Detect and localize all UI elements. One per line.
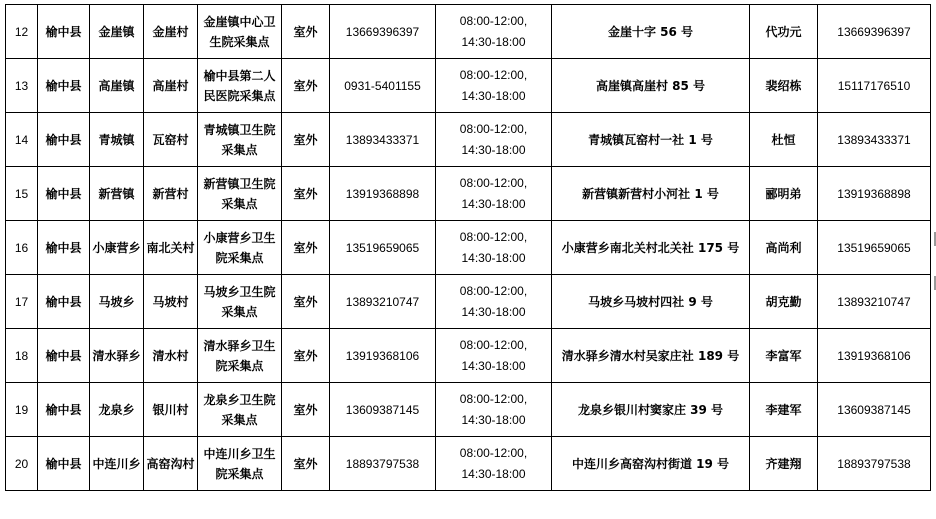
cell-contact-phone: 18893797538 [818,437,931,491]
cell-town: 小康营乡 [90,221,144,275]
cell-site-phone: 18893797538 [330,437,436,491]
cell-location-type: 室外 [282,5,330,59]
hours-morning: 08:00-12:00, [459,67,528,82]
hours-afternoon: 14:30-18:00 [461,196,526,211]
cell-number: 16 [6,221,38,275]
table-row [6,167,931,221]
cell-site-name: 小康营乡卫生院采集点 [198,221,282,275]
cell-town: 金崖镇 [90,5,144,59]
table-row [6,113,931,167]
hours-morning: 08:00-12:00, [459,175,528,190]
cell-hours [436,5,552,59]
cell-contact-phone: 13893433371 [818,113,931,167]
hours-morning: 08:00-12:00, [459,337,528,352]
cell-village: 清水村 [144,329,198,383]
cell-address: 新营镇新营村小河社 1 号 [552,167,750,221]
cell-contact-person: 裴绍栋 [750,59,818,113]
table-row [6,437,931,491]
hours-morning: 08:00-12:00, [459,229,528,244]
cell-hours [436,113,552,167]
cell-hours [436,383,552,437]
cell-location-type: 室外 [282,113,330,167]
cell-county: 榆中县 [38,275,90,329]
cell-site-phone: 13893433371 [330,113,436,167]
cell-location-type: 室外 [282,329,330,383]
cell-number: 14 [6,113,38,167]
cell-number: 20 [6,437,38,491]
cell-site-name: 中连川乡卫生院采集点 [198,437,282,491]
cell-site-name: 青城镇卫生院采集点 [198,113,282,167]
hours-morning: 08:00-12:00, [459,283,528,298]
cell-contact-phone: 13893210747 [818,275,931,329]
cell-contact-person: 高尚利 [750,221,818,275]
cell-town: 青城镇 [90,113,144,167]
cell-address: 金崖十字 56 号 [552,5,750,59]
cell-contact-person: 齐建翔 [750,437,818,491]
hours-morning: 08:00-12:00, [459,391,528,406]
cell-site-name: 金崖镇中心卫生院采集点 [198,5,282,59]
cell-town: 清水驿乡 [90,329,144,383]
cell-location-type: 室外 [282,383,330,437]
cell-village: 金崖村 [144,5,198,59]
cell-location-type: 室外 [282,275,330,329]
cell-town: 中连川乡 [90,437,144,491]
cell-site-phone: 13919368898 [330,167,436,221]
cell-address: 高崖镇高崖村 85 号 [552,59,750,113]
cell-contact-person: 代功元 [750,5,818,59]
cell-site-phone: 13669396397 [330,5,436,59]
cell-hours [436,275,552,329]
cell-contact-phone: 13919368898 [818,167,931,221]
cell-site-phone: 13519659065 [330,221,436,275]
cell-number: 19 [6,383,38,437]
table-row [6,329,931,383]
hours-afternoon: 14:30-18:00 [461,466,526,481]
cell-county: 榆中县 [38,113,90,167]
cell-location-type: 室外 [282,59,330,113]
cell-address: 中连川乡高窑沟村街道 19 号 [552,437,750,491]
hours-morning: 08:00-12:00, [459,121,528,136]
hours-afternoon: 14:30-18:00 [461,358,526,373]
cell-site-name: 龙泉乡卫生院采集点 [198,383,282,437]
cell-town: 马坡乡 [90,275,144,329]
cell-contact-person: 杜恒 [750,113,818,167]
cell-contact-phone: 13919368106 [818,329,931,383]
cell-address: 青城镇瓦窑村一社 1 号 [552,113,750,167]
cell-address: 龙泉乡银川村窦家庄 39 号 [552,383,750,437]
hours-afternoon: 14:30-18:00 [461,34,526,49]
cell-address: 清水驿乡清水村吴家庄社 189 号 [552,329,750,383]
hours-afternoon: 14:30-18:00 [461,250,526,265]
cell-hours [436,167,552,221]
cell-contact-phone: 13669396397 [818,5,931,59]
cell-site-name: 榆中县第二人民医院采集点 [198,59,282,113]
hours-morning: 08:00-12:00, [459,13,528,28]
hours-morning: 08:00-12:00, [459,445,528,460]
cell-number: 15 [6,167,38,221]
cell-address: 马坡乡马坡村四社 9 号 [552,275,750,329]
table-row [6,221,931,275]
cell-contact-phone: 15117176510 [818,59,931,113]
cell-village: 银川村 [144,383,198,437]
cell-number: 13 [6,59,38,113]
cell-location-type: 室外 [282,437,330,491]
cell-site-phone: 0931-5401155 [330,59,436,113]
cell-town: 龙泉乡 [90,383,144,437]
cell-number: 12 [6,5,38,59]
cell-number: 18 [6,329,38,383]
cell-county: 榆中县 [38,59,90,113]
cell-village: 马坡村 [144,275,198,329]
sampling-sites-table [5,4,931,491]
cell-village: 瓦窑村 [144,113,198,167]
table-row [6,5,931,59]
cell-village: 高崖村 [144,59,198,113]
cell-location-type: 室外 [282,221,330,275]
cell-contact-phone: 13609387145 [818,383,931,437]
cell-hours [436,59,552,113]
cell-county: 榆中县 [38,437,90,491]
hours-afternoon: 14:30-18:00 [461,412,526,427]
cell-town: 高崖镇 [90,59,144,113]
cell-site-name: 清水驿乡卫生院采集点 [198,329,282,383]
cell-village: 南北关村 [144,221,198,275]
cell-site-phone: 13609387145 [330,383,436,437]
cell-contact-person: 胡克勤 [750,275,818,329]
cell-contact-person: 郦明弟 [750,167,818,221]
hours-afternoon: 14:30-18:00 [461,304,526,319]
cell-county: 榆中县 [38,329,90,383]
cell-county: 榆中县 [38,221,90,275]
cell-site-phone: 13893210747 [330,275,436,329]
table-body [6,5,931,491]
cell-site-phone: 13919368106 [330,329,436,383]
cell-town: 新营镇 [90,167,144,221]
cell-address: 小康营乡南北关村北关社 175 号 [552,221,750,275]
cell-contact-person: 李富军 [750,329,818,383]
cell-hours [436,329,552,383]
cell-location-type: 室外 [282,167,330,221]
cell-village: 新营村 [144,167,198,221]
table-row [6,383,931,437]
cell-site-name: 新营镇卫生院采集点 [198,167,282,221]
cell-site-name: 马坡乡卫生院采集点 [198,275,282,329]
cell-village: 高窑沟村 [144,437,198,491]
cell-county: 榆中县 [38,5,90,59]
cell-county: 榆中县 [38,383,90,437]
cell-number: 17 [6,275,38,329]
cell-hours [436,437,552,491]
table-row [6,59,931,113]
table-row [6,275,931,329]
hours-afternoon: 14:30-18:00 [461,142,526,157]
cell-hours [436,221,552,275]
hours-afternoon: 14:30-18:00 [461,88,526,103]
cell-contact-phone: 13519659065 [818,221,931,275]
cell-county: 榆中县 [38,167,90,221]
cell-contact-person: 李建军 [750,383,818,437]
